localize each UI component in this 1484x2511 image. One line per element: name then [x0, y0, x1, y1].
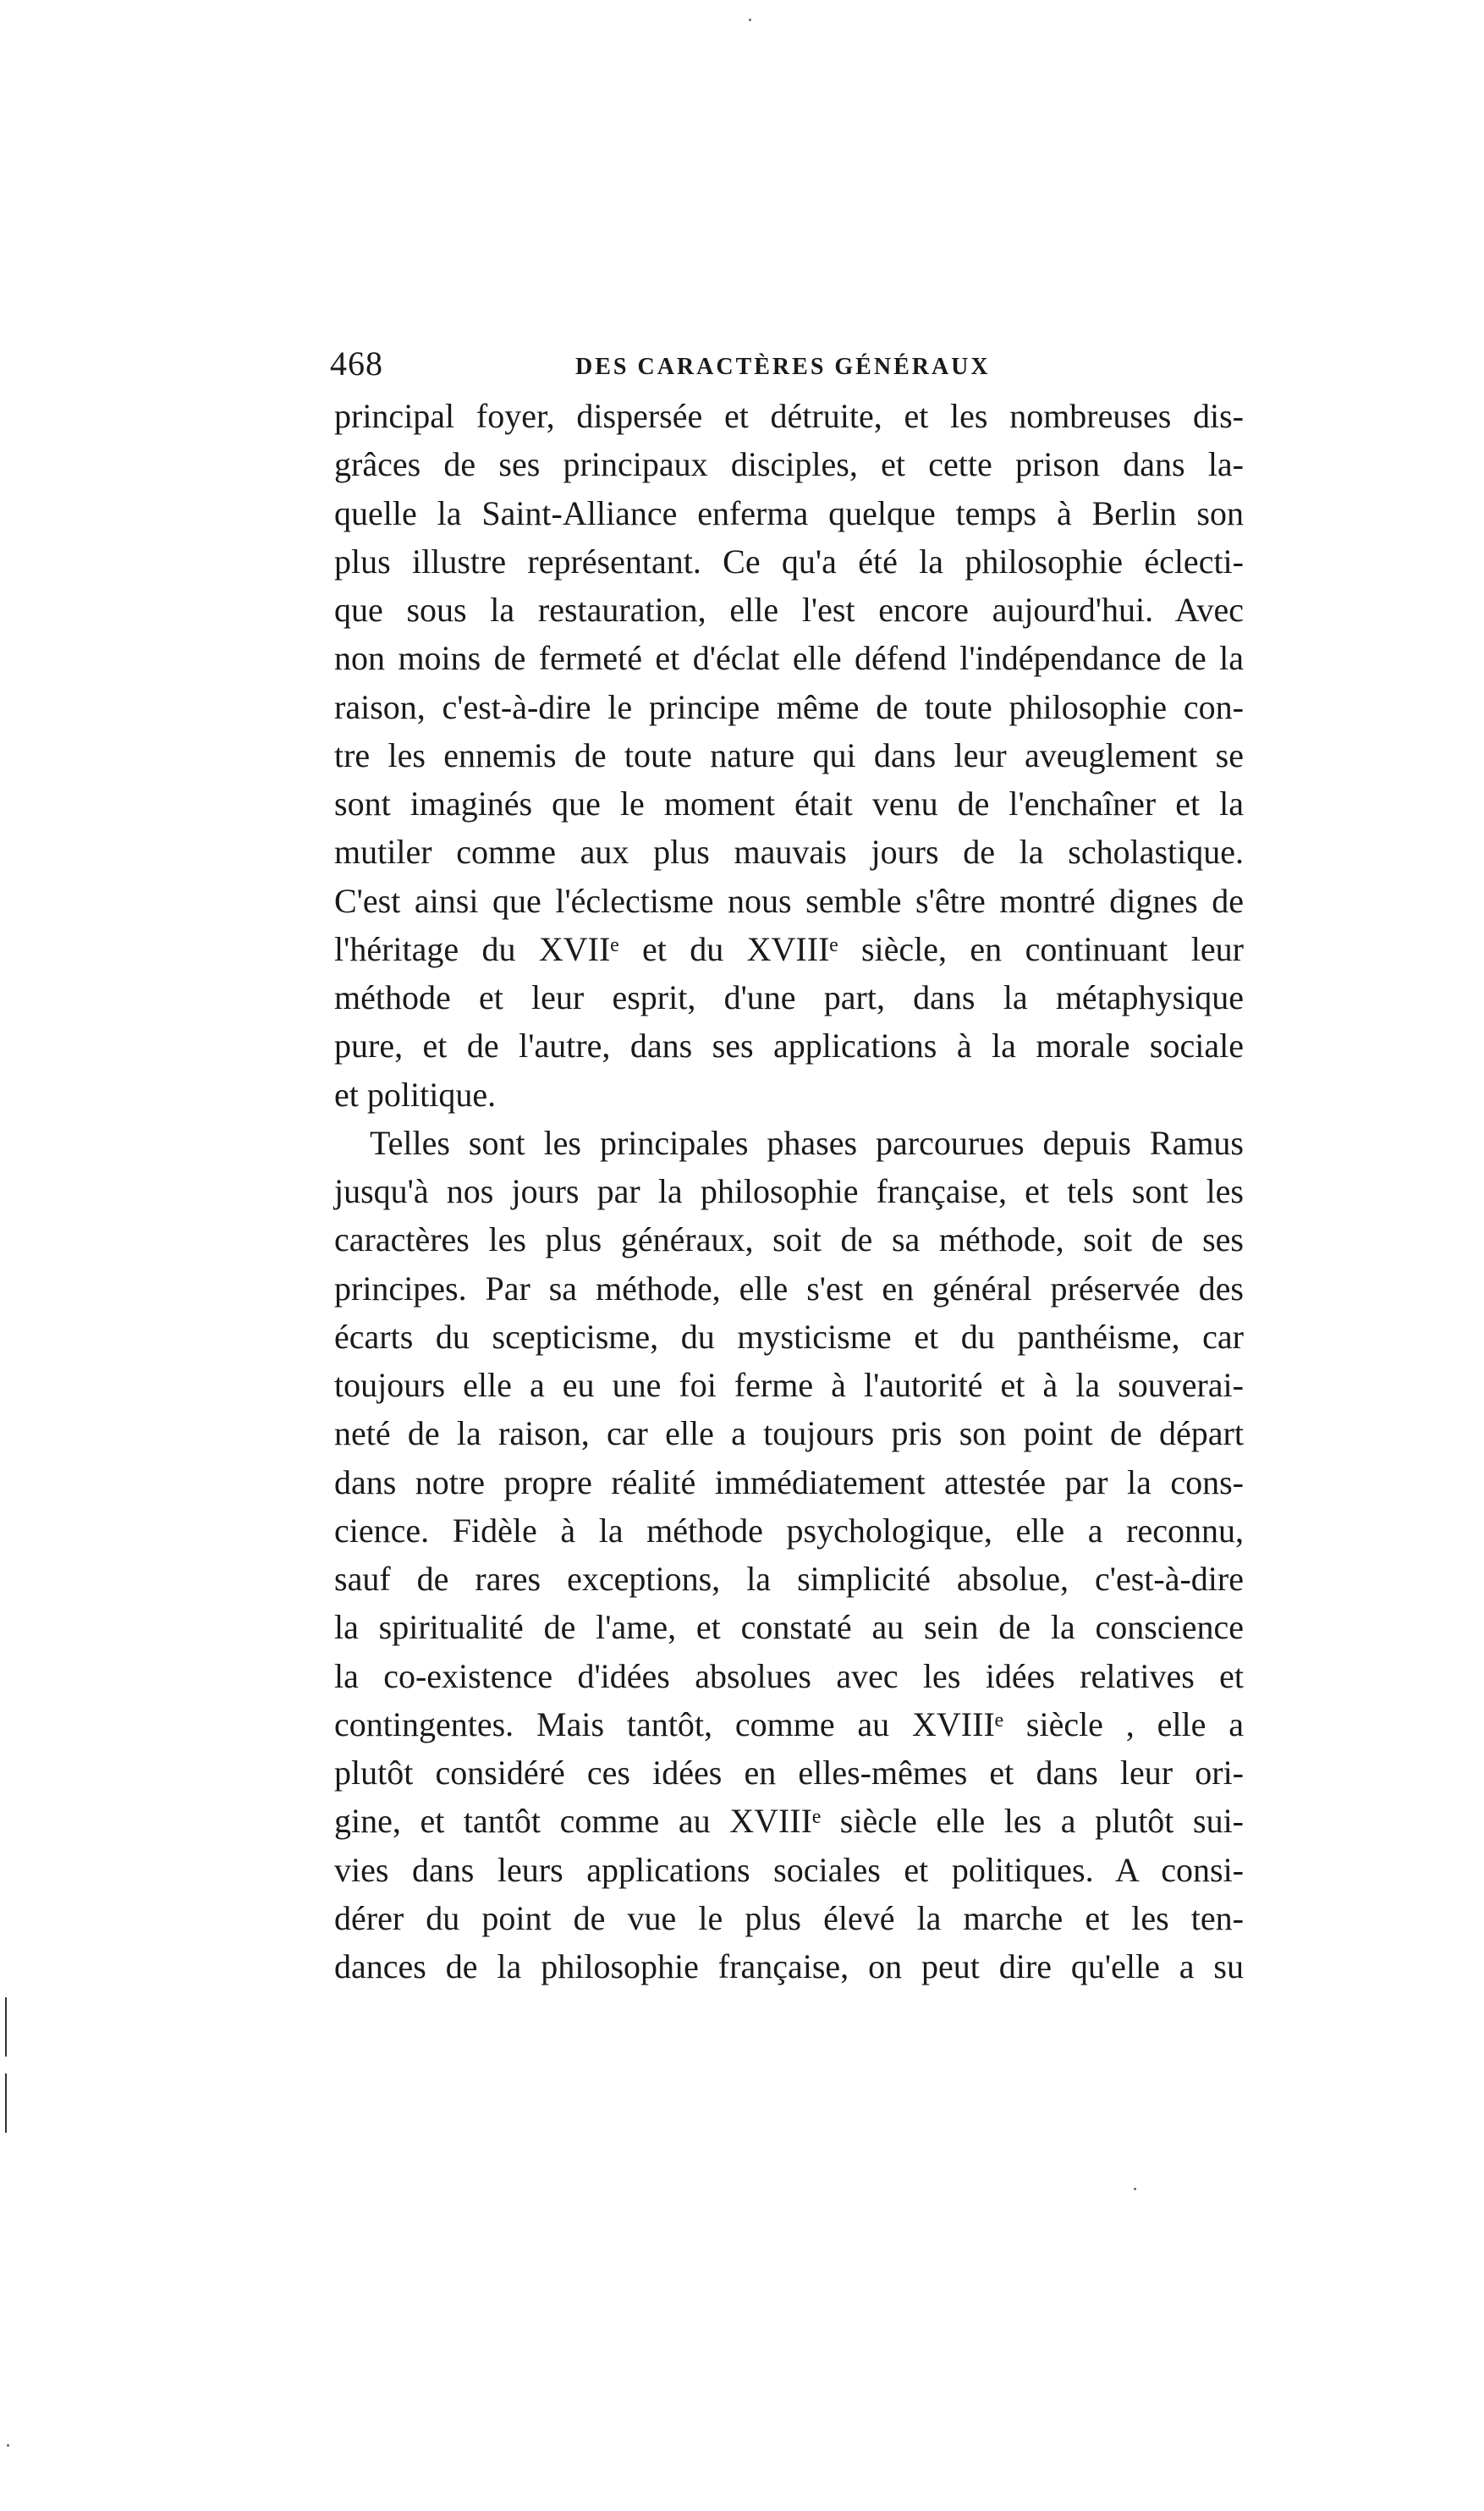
- text-line: plutôt considéré ces idées en elles-mêmes et dans leur ori-: [334, 1754, 1244, 1792]
- text-line: dances de la philosophie française, on peut dire qu'elle a su: [334, 1947, 1244, 1985]
- text-line: la spiritualité de l'ame, et constaté au sein de la conscience: [334, 1608, 1244, 1647]
- page-number: 468: [330, 344, 383, 383]
- scan-margin-mark: [5, 1997, 7, 2057]
- text-line: tre les ennemis de toute nature qui dans leur aveuglement se: [334, 735, 1244, 774]
- text-line: gine, et tantôt comme au XVIIIᵉ siècle elle les a plutôt sui-: [334, 1802, 1244, 1841]
- text-line: principes. Par sa méthode, elle s'est en général préservée des: [334, 1269, 1244, 1308]
- paragraph-start-line: Telles sont les principales phases parcourues depuis Ramus: [370, 1123, 1244, 1162]
- text-line: contingentes. Mais tantôt, comme au XVIIIᵉ siècle , elle a: [334, 1704, 1244, 1743]
- text-line: sont imaginés que le moment était venu de l'enchaîner et la: [334, 785, 1244, 823]
- text-line: plus illustre représentant. Ce qu'a été la philosophie éclecti-: [334, 542, 1244, 581]
- text-line: pure, et de l'autre, dans ses applications à la morale sociale: [334, 1027, 1244, 1066]
- text-line: mutiler comme aux plus mauvais jours de la scholastique.: [334, 833, 1244, 872]
- text-line: grâces de ses principaux disciples, et cette prison dans la-: [334, 445, 1244, 484]
- text-line: caractères les plus généraux, soit de sa méthode, soit de ses: [334, 1220, 1244, 1259]
- scan-speck: [1134, 2188, 1136, 2190]
- text-line: l'héritage du XVIIᵉ et du XVIIIᵉ siècle, en continuant leur: [334, 929, 1244, 968]
- text-line: principal foyer, dispersée et détruite, et les nombreuses dis-: [334, 397, 1244, 435]
- running-head: [330, 339, 1244, 389]
- text-line: C'est ainsi que l'éclectisme nous semble s'être montré dignes de: [334, 881, 1244, 920]
- text-line: méthode et leur esprit, d'une part, dans la métaphysique: [334, 978, 1244, 1016]
- body-text: [334, 392, 1244, 1991]
- text-line: toujours elle a eu une foi ferme à l'autorité et à la souverai-: [334, 1366, 1244, 1404]
- text-line: que sous la restauration, elle l'est encore aujourd'hui. Avec: [334, 591, 1244, 629]
- text-line: dans notre propre réalité immédiatement attestée par la cons-: [334, 1462, 1244, 1501]
- text-line: non moins de fermeté et d'éclat elle défend l'indépendance de la: [334, 639, 1244, 678]
- scan-speck: [749, 19, 751, 21]
- scan-speck: [7, 2444, 9, 2447]
- text-line: cience. Fidèle à la méthode psychologique, elle a reconnu,: [334, 1511, 1244, 1550]
- text-line: vies dans leurs applications sociales et politiques. A consi-: [334, 1850, 1244, 1889]
- running-title: DES CARACTÈRES GÉNÉRAUX: [575, 354, 991, 380]
- text-line: quelle la Saint-Alliance enferma quelque temps à Berlin son: [334, 493, 1244, 532]
- text-line: neté de la raison, car elle a toujours pris son point de départ: [334, 1414, 1244, 1453]
- text-line: écarts du scepticisme, du mysticisme et du panthéisme, car: [334, 1317, 1244, 1356]
- text-line: sauf de rares exceptions, la simplicité absolue, c'est-à-dire: [334, 1560, 1244, 1598]
- text-line: jusqu'à nos jours par la philosophie française, et tels sont les: [334, 1172, 1244, 1210]
- scan-margin-mark: [5, 2073, 7, 2133]
- text-line: dérer du point de vue le plus élevé la marche et les ten-: [334, 1898, 1244, 1937]
- text-line: raison, c'est-à-dire le principe même de toute philosophie con-: [334, 687, 1244, 726]
- paragraph-end-line: et politique.: [334, 1075, 497, 1114]
- text-line: la co-existence d'idées absolues avec les idées relatives et: [334, 1656, 1244, 1695]
